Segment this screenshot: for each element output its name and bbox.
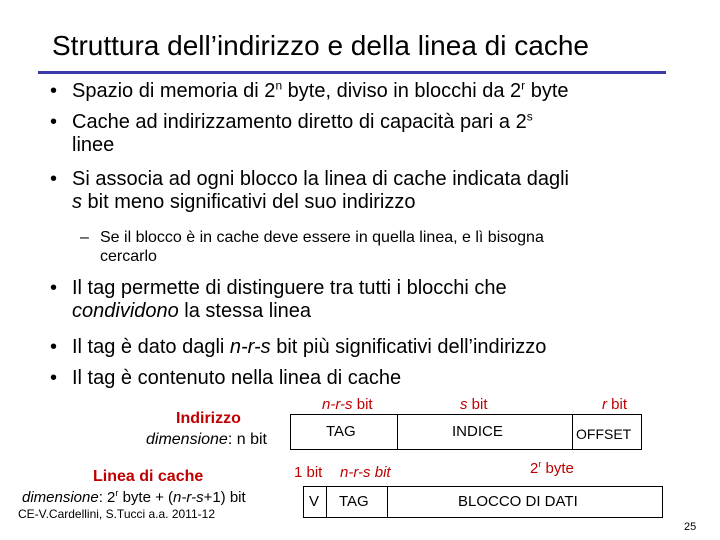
text-em: dimensione <box>146 431 228 448</box>
text: : n bit <box>227 431 267 448</box>
bullet-associate-line <box>50 168 569 214</box>
text: 2 <box>530 460 539 477</box>
bullet-memory-space <box>50 78 569 103</box>
sub-bullet-dash: – <box>80 229 89 246</box>
text: Il tag permette di distinguere tra tutti i blocchi che <box>72 277 507 299</box>
text: linee <box>72 134 115 156</box>
bullet-tag-in-line <box>50 367 402 390</box>
text-em: dimensione <box>22 489 99 506</box>
cache-line-tag-text: TAG <box>339 493 369 510</box>
page-number: 25 <box>684 521 697 533</box>
address-dimension <box>146 431 267 449</box>
cache-line-block-bits-label <box>530 460 574 477</box>
bullet-tag-bits <box>50 336 547 359</box>
sup-r: r <box>115 488 119 498</box>
footer-credits: CE-V.Cardellini, S.Tucci a.a. 2011-12 <box>18 507 215 521</box>
bullet-dot: • <box>50 168 58 190</box>
address-label: Indirizzo <box>176 410 241 427</box>
bullet-cache-capacity <box>50 109 533 157</box>
sup-r: r <box>538 459 542 469</box>
cache-line-dimension <box>22 489 246 506</box>
text-em: n-r-s <box>322 396 353 413</box>
text: byte <box>541 460 574 477</box>
offset-field-bits-label <box>602 396 627 413</box>
text: Il tag è contenuto nella linea di cache <box>72 367 402 389</box>
cache-line-v-text: V <box>309 493 320 510</box>
cache-line-v-bits-label: 1 bit <box>294 464 323 481</box>
text: la stessa linea <box>178 300 312 322</box>
index-field-bits-label <box>460 396 488 413</box>
address-offset-text: OFFSET <box>576 426 632 442</box>
sup-r: r <box>521 78 526 93</box>
bullet-dot: • <box>50 336 58 358</box>
text-em: s <box>72 191 82 213</box>
bullet-dot: • <box>50 111 58 133</box>
cache-line-label: Linea di cache <box>93 468 204 485</box>
text: bit <box>352 396 373 413</box>
text: bit <box>467 396 488 413</box>
text-em: n-r-s <box>173 489 204 506</box>
text: Si associa ad ogni blocco la linea di cache indicata dagli <box>72 168 569 190</box>
cache-line-data-text: BLOCCO DI DATI <box>458 493 578 510</box>
text: bit <box>607 396 628 413</box>
text: Se il blocco è in cache deve essere in quella linea, e lì bisogna <box>100 229 544 246</box>
sup-s: s <box>526 109 533 124</box>
text: : 2 <box>98 489 116 506</box>
text-em: n-r-s <box>229 336 271 358</box>
text: bit meno significativi del suo indirizzo <box>82 191 416 213</box>
text: cercarlo <box>100 248 157 265</box>
sup-n: n <box>275 78 283 93</box>
sub-bullet-block-in-cache <box>80 228 544 266</box>
text: byte <box>525 80 569 102</box>
text: +1) bit <box>203 489 246 506</box>
address-index-text: INDICE <box>452 423 503 440</box>
cache-line-tag-bits-label: n-r-s bit <box>340 464 391 481</box>
text: Spazio di memoria di 2 <box>72 80 276 102</box>
text: byte + ( <box>118 489 174 506</box>
address-tag-text: TAG <box>326 423 356 440</box>
title-underline <box>38 71 666 74</box>
slide-title: Struttura dell’indirizzo e della linea di cache <box>52 30 589 61</box>
text: byte, diviso in blocchi da 2 <box>282 80 522 102</box>
text-em: condividono <box>72 300 179 322</box>
tag-field-bits-label <box>322 396 373 413</box>
text: bit più significativi dell’indirizzo <box>270 336 547 358</box>
bullet-dot: • <box>50 277 58 299</box>
bullet-dot: • <box>50 80 58 102</box>
text: Il tag è dato dagli <box>72 336 230 358</box>
text-em: s <box>460 396 468 413</box>
text-em: r <box>602 396 607 413</box>
bullet-dot: • <box>50 367 58 389</box>
bullet-tag-distinguish <box>50 277 507 323</box>
text: Cache ad indirizzamento diretto di capacità pari a 2 <box>72 111 527 133</box>
